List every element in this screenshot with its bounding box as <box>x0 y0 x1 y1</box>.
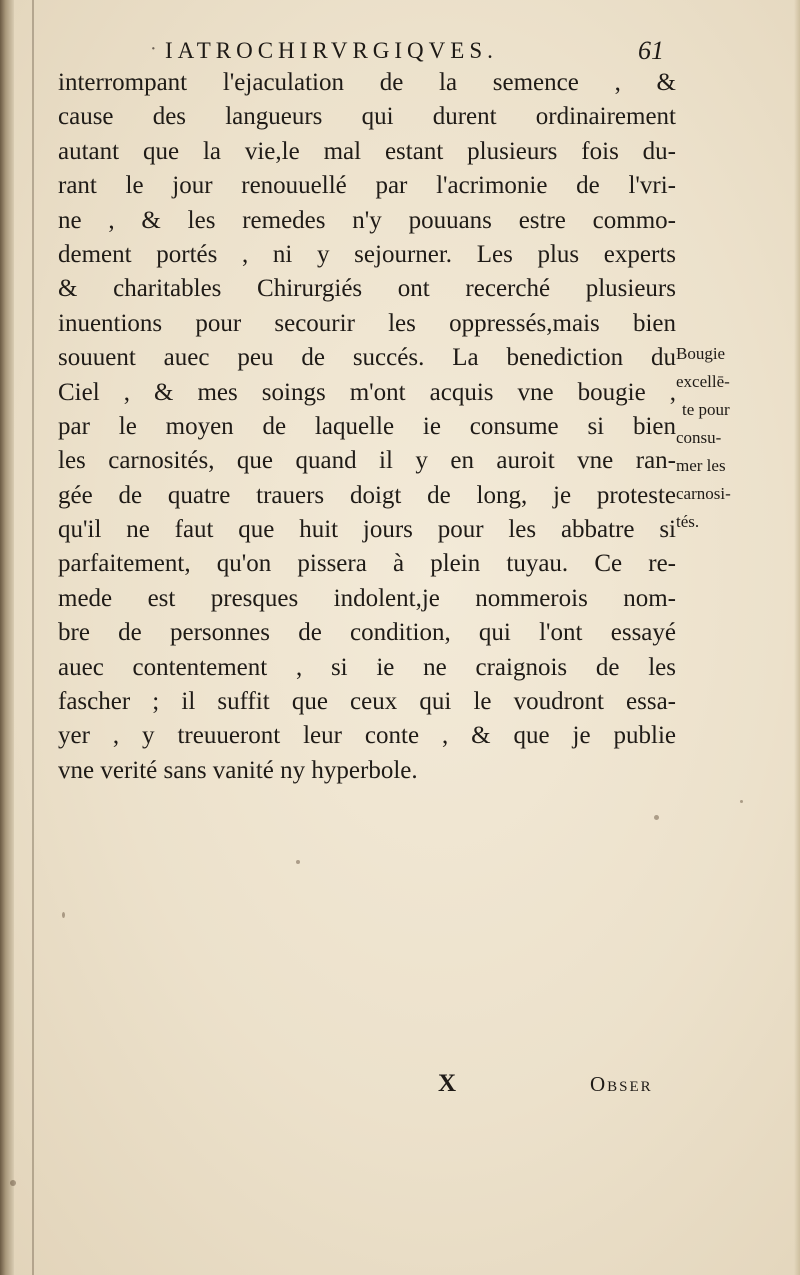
signature-mark: X <box>438 1070 457 1097</box>
text-line: cause des langueurs qui durent ordinairement <box>58 103 676 131</box>
paper-speck <box>62 912 65 918</box>
catchword: Obser <box>590 1072 653 1096</box>
marginal-note-line: tés. <box>676 512 700 531</box>
text-line: bre de personnes de condition, qui l'ont essayé <box>58 619 676 647</box>
marginal-note <box>676 340 796 536</box>
marginal-note-line: carnosi- <box>676 484 731 503</box>
text-line: autant que la vie,le mal estant plusieurs fois du- <box>58 137 676 165</box>
marginal-note-line: te pour <box>682 400 730 419</box>
text-line: qu'il ne faut que huit jours pour les abbatre si <box>58 516 676 544</box>
paper-speck <box>740 800 743 803</box>
text-line: souuent auec peu de succés. La benediction du <box>58 344 676 372</box>
page-number: 61 <box>638 36 664 65</box>
marginal-note-line: consu- <box>676 428 722 447</box>
paper-speck <box>10 1180 16 1186</box>
running-head <box>150 38 670 68</box>
binding-gutter <box>0 0 14 1275</box>
marginal-note-line: mer les <box>676 456 726 475</box>
text-line: rant le jour renouuellé par l'acrimonie de l'vri- <box>58 172 676 200</box>
marginal-note-line: Bougie <box>676 344 726 363</box>
marginal-note-line: excellē- <box>676 372 730 391</box>
paper-speck <box>296 860 300 864</box>
body-text <box>58 66 676 788</box>
text-line: ne , & les remedes n'y pouuans estre commo- <box>58 206 676 234</box>
text-line: dement portés , ni y sejourner. Les plus experts <box>58 240 676 268</box>
text-line: mede est presques indolent,je nommerois nom- <box>58 584 676 612</box>
page-footer <box>430 1070 690 1106</box>
page-edge <box>794 0 800 1275</box>
ornament-mark: · <box>150 38 157 60</box>
paper-speck <box>654 815 659 820</box>
text-line: interrompant l'ejaculation de la semence , & <box>58 69 676 96</box>
text-line: auec contentement , si ie ne craignois de les <box>58 653 676 681</box>
text-line: gée de quatre trauers doigt de long, je proteste <box>58 481 676 509</box>
text-line: & charitables Chirurgiés ont recerché plusieurs <box>58 275 676 303</box>
text-line: Ciel , & mes soings m'ont acquis vne bougie , <box>58 378 676 406</box>
text-line: vne verité sans vanité ny hyperbole. <box>58 756 418 784</box>
text-line: par le moyen de laquelle ie consume si bien <box>58 412 676 440</box>
text-line: les carnosités, que quand il y en auroit vne ran- <box>58 447 676 475</box>
text-line: fascher ; il suffit que ceux qui le voudront essa- <box>58 688 676 716</box>
text-line: parfaitement, qu'on pissera à plein tuyau. Ce re- <box>58 550 676 578</box>
gutter-rule <box>32 0 34 1275</box>
text-line: yer , y treuueront leur conte , & que je publie <box>58 722 676 750</box>
text-line: inuentions pour secourir les oppressés,mais bien <box>58 309 676 337</box>
running-head-title: IATROCHIRVRGIQVES. <box>165 38 498 63</box>
